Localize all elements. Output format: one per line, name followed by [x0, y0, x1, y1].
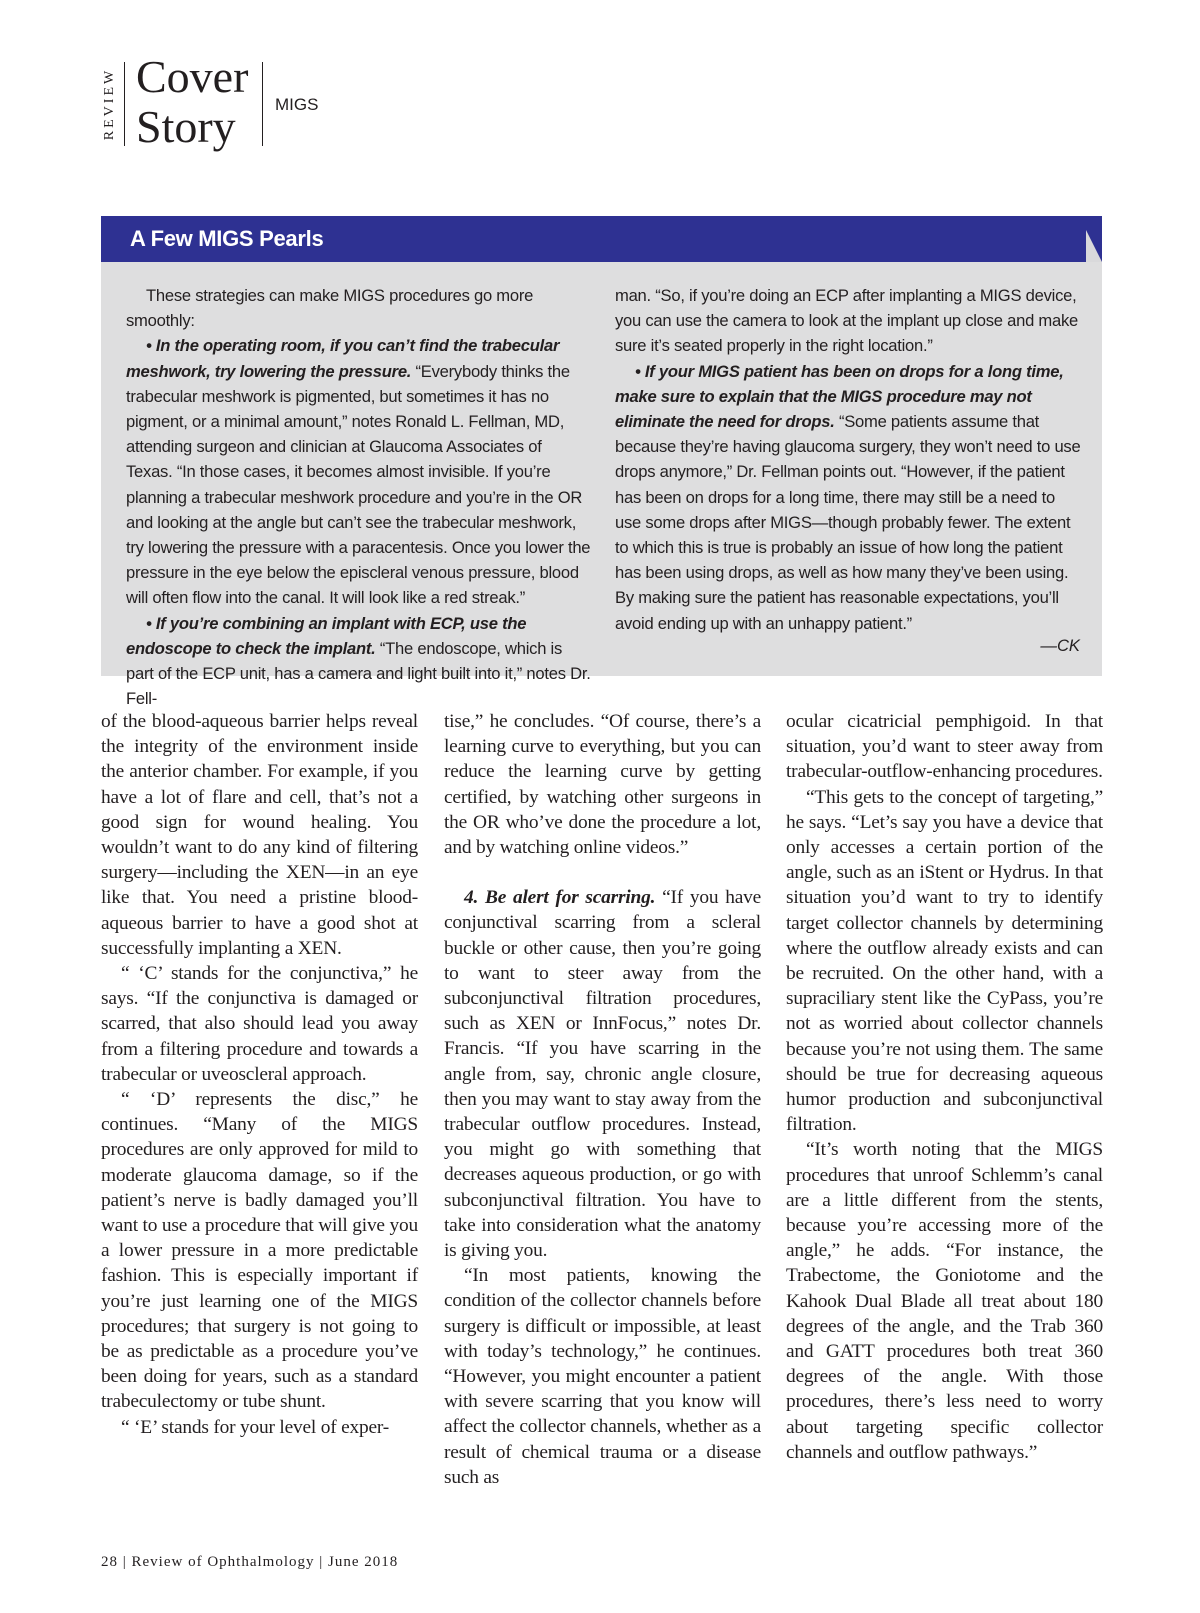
sidebar-tab-decoration	[1086, 230, 1102, 262]
article-paragraph: “In most patients, knowing the condition of the collector channels before surgery is difficult or impossible, at least with today’s technology,” he continues. “However, you might encounter a patient with severe scarring that you know will affect the collector channels, whether as a result of chemical trauma or a disease such as	[444, 1265, 761, 1488]
sidebar-tip	[615, 359, 1081, 636]
header-divider	[124, 62, 125, 146]
sidebar-tip-heading: • In the operating room, if you can’t find the trabecular meshwork, try lowering the pressure.	[126, 336, 560, 381]
sidebar-column-right	[615, 283, 1081, 636]
sidebar-tip-text: “Some patients assume that because they’re having glaucoma surgery, they won’t need to use drops anymore,” Dr. Fellman points out. “However, if the patient has been on drops for a long time, there may still be a need to use some drops after MIGS—though probably fewer. The extent to which this is true is probably an issue of how long the patient has been using drops, as well as how many they’ve been using. By making sure the patient has reasonable expectations, you’ll avoid ending up with an unhappy patient.”	[615, 412, 1081, 633]
section-title-line2: Story	[136, 101, 236, 152]
sidebar-paragraph: man. “So, if you’re doing an ECP after implanting a MIGS device, you can use the camera to look at the implant up close and make sure it’s seated properly in the right location.”	[615, 286, 1078, 356]
section-title-line1: Cover	[136, 51, 249, 102]
article-paragraph-text: “If you have conjunctival scarring from a scleral buckle or other cause, then you’re going to want to steer away from the subconjunctival filtration procedures, such as XEN or InnFocus,” notes Dr. Francis. “If you have scarring in the angle from, say, chronic angle closure, then you may want to stay away from the trabecular outflow procedures. Instead, you might go with something that decreases aqueous production, or go with subconjunctival filtration. You have to take into consideration what the anatomy is giving you.	[444, 887, 761, 1262]
sidebar-title-bar	[101, 216, 1102, 262]
sidebar-tip	[126, 333, 592, 610]
section-label: MIGS	[275, 95, 319, 114]
article-paragraph: ocular cicatricial pemphigoid. In that situation, you’d want to steer away from trabecular-outflow-enhancing procedures.	[786, 711, 1103, 783]
article-paragraph: tise,” he concludes. “Of course, there’s a learning curve to everything, but you can reduce the learning curve by getting certified, by watching other surgeons in the OR who’ve done the procedure a lot, and by watching online videos.”	[444, 711, 761, 859]
page-footer: 28 | Review of Ophthalmology | June 2018	[101, 1554, 399, 1570]
section-title	[136, 52, 248, 152]
review-label: REVIEW	[102, 67, 117, 141]
sidebar-tip-heading: • If you’re combining an implant with ECP, use the endoscope to check the implant.	[126, 613, 527, 658]
article-column-3	[786, 709, 1103, 1465]
article-paragraph: “ ‘D’ represents the disc,” he continues. “Many of the MIGS procedures are only approved for mild to moderate glaucoma damage, so if the patient’s nerve is badly damaged you’ll want to use a procedure that will give you a lower pressure in a more predictable fashion. This is especially important if you’re just learning one of the MIGS procedures; that surgery is not going to be as predictable as a procedure you’ve been doing for years, such as a standard trabeculectomy or tube shunt.	[101, 1089, 418, 1413]
article-subhead: 4. Be alert for scarring.	[464, 887, 656, 909]
article-paragraph: “ ‘E’ stands for your level of exper-	[121, 1416, 390, 1438]
sidebar-tip-text: “The endoscope, which is part of the ECP unit, has a camera and light built into it,” notes Dr. Fell-	[126, 638, 591, 709]
article-paragraph	[444, 885, 761, 1263]
publication-name: Review of Ophthalmology	[131, 1554, 315, 1570]
sidebar-signature: —CK	[1040, 636, 1080, 655]
sidebar-title: A Few MIGS Pearls	[130, 226, 324, 251]
sidebar-tip	[126, 611, 592, 712]
article-paragraph: “It’s worth noting that the MIGS procedures that unroof Schlemm’s canal are a little different from the stents, because you’re accessing more of the angle,” he adds. “For instance, the Trabectome, the Goniotome and the Kahook Dual Blade all treat about 180 degrees of the angle, and the Trab 360 and GATT procedures both treat 360 degrees of the angle. With those procedures, there’s less need to worry about targeting specific collector channels and outflow pathways.”	[786, 1139, 1103, 1463]
page-number: 28	[101, 1554, 118, 1570]
header-divider	[262, 62, 263, 146]
issue-date: June 2018	[328, 1554, 399, 1570]
sidebar-tip-text: “Everybody thinks the trabecular meshwork is pigmented, but sometimes it has no pigment, or a minimal amount,” notes Ronald L. Fellman, MD, attending surgeon and clinician at Glaucoma Associates of Texas. “In those cases, it becomes almost invisible. If you’re planning a trabecular meshwork procedure and you’re in the OR and looking at the angle but can’t see the trabecular meshwork, try lowering the pressure with a paracentesis. Once you lower the pressure in the eye below the episcleral venous pressure, blood will often flow into the canal. It will look like a red streak.”	[126, 361, 591, 608]
article-column-1	[101, 709, 418, 1440]
sidebar-tip-heading: • If your MIGS patient has been on drops for a long time, make sure to explain that the MIGS procedure may not eliminate the need for drops.	[615, 361, 1064, 432]
sidebar-column-left	[126, 283, 592, 711]
article-paragraph: “This gets to the concept of targeting,” he says. “Let’s say you have a device that only accesses a certain portion of the angle, such as an iStent or Hydrus. In that situation you’d want to try to identify target collector channels by determining where the outflow already exists and can be recruited. On the other hand, with a supraciliary stent like the CyPass, you’re not as worried about collector channels because you’re not using them. The same should be true for decreasing aqueous humor production and subconjunctival filtration.	[786, 786, 1103, 1136]
article-paragraph: of the blood-aqueous barrier helps reveal the integrity of the environment inside the anterior chamber. For example, if you have a lot of flare and cell, that’s not a good sign for wound healing. You wouldn’t want to do any kind of filtering surgery—including the XEN—in an eye like that. You need a pristine blood-aqueous barrier to have a good shot at successfully implanting a XEN.	[101, 711, 418, 959]
article-column-2	[444, 709, 761, 1490]
article-paragraph: “ ‘C’ stands for the conjunctiva,” he says. “If the conjunctiva is damaged or scarred, that also should lead you away from a filtering procedure and towards a trabecular or uveoscleral approach.	[101, 963, 418, 1085]
sidebar-intro: These strategies can make MIGS procedures go more smoothly:	[126, 286, 534, 331]
